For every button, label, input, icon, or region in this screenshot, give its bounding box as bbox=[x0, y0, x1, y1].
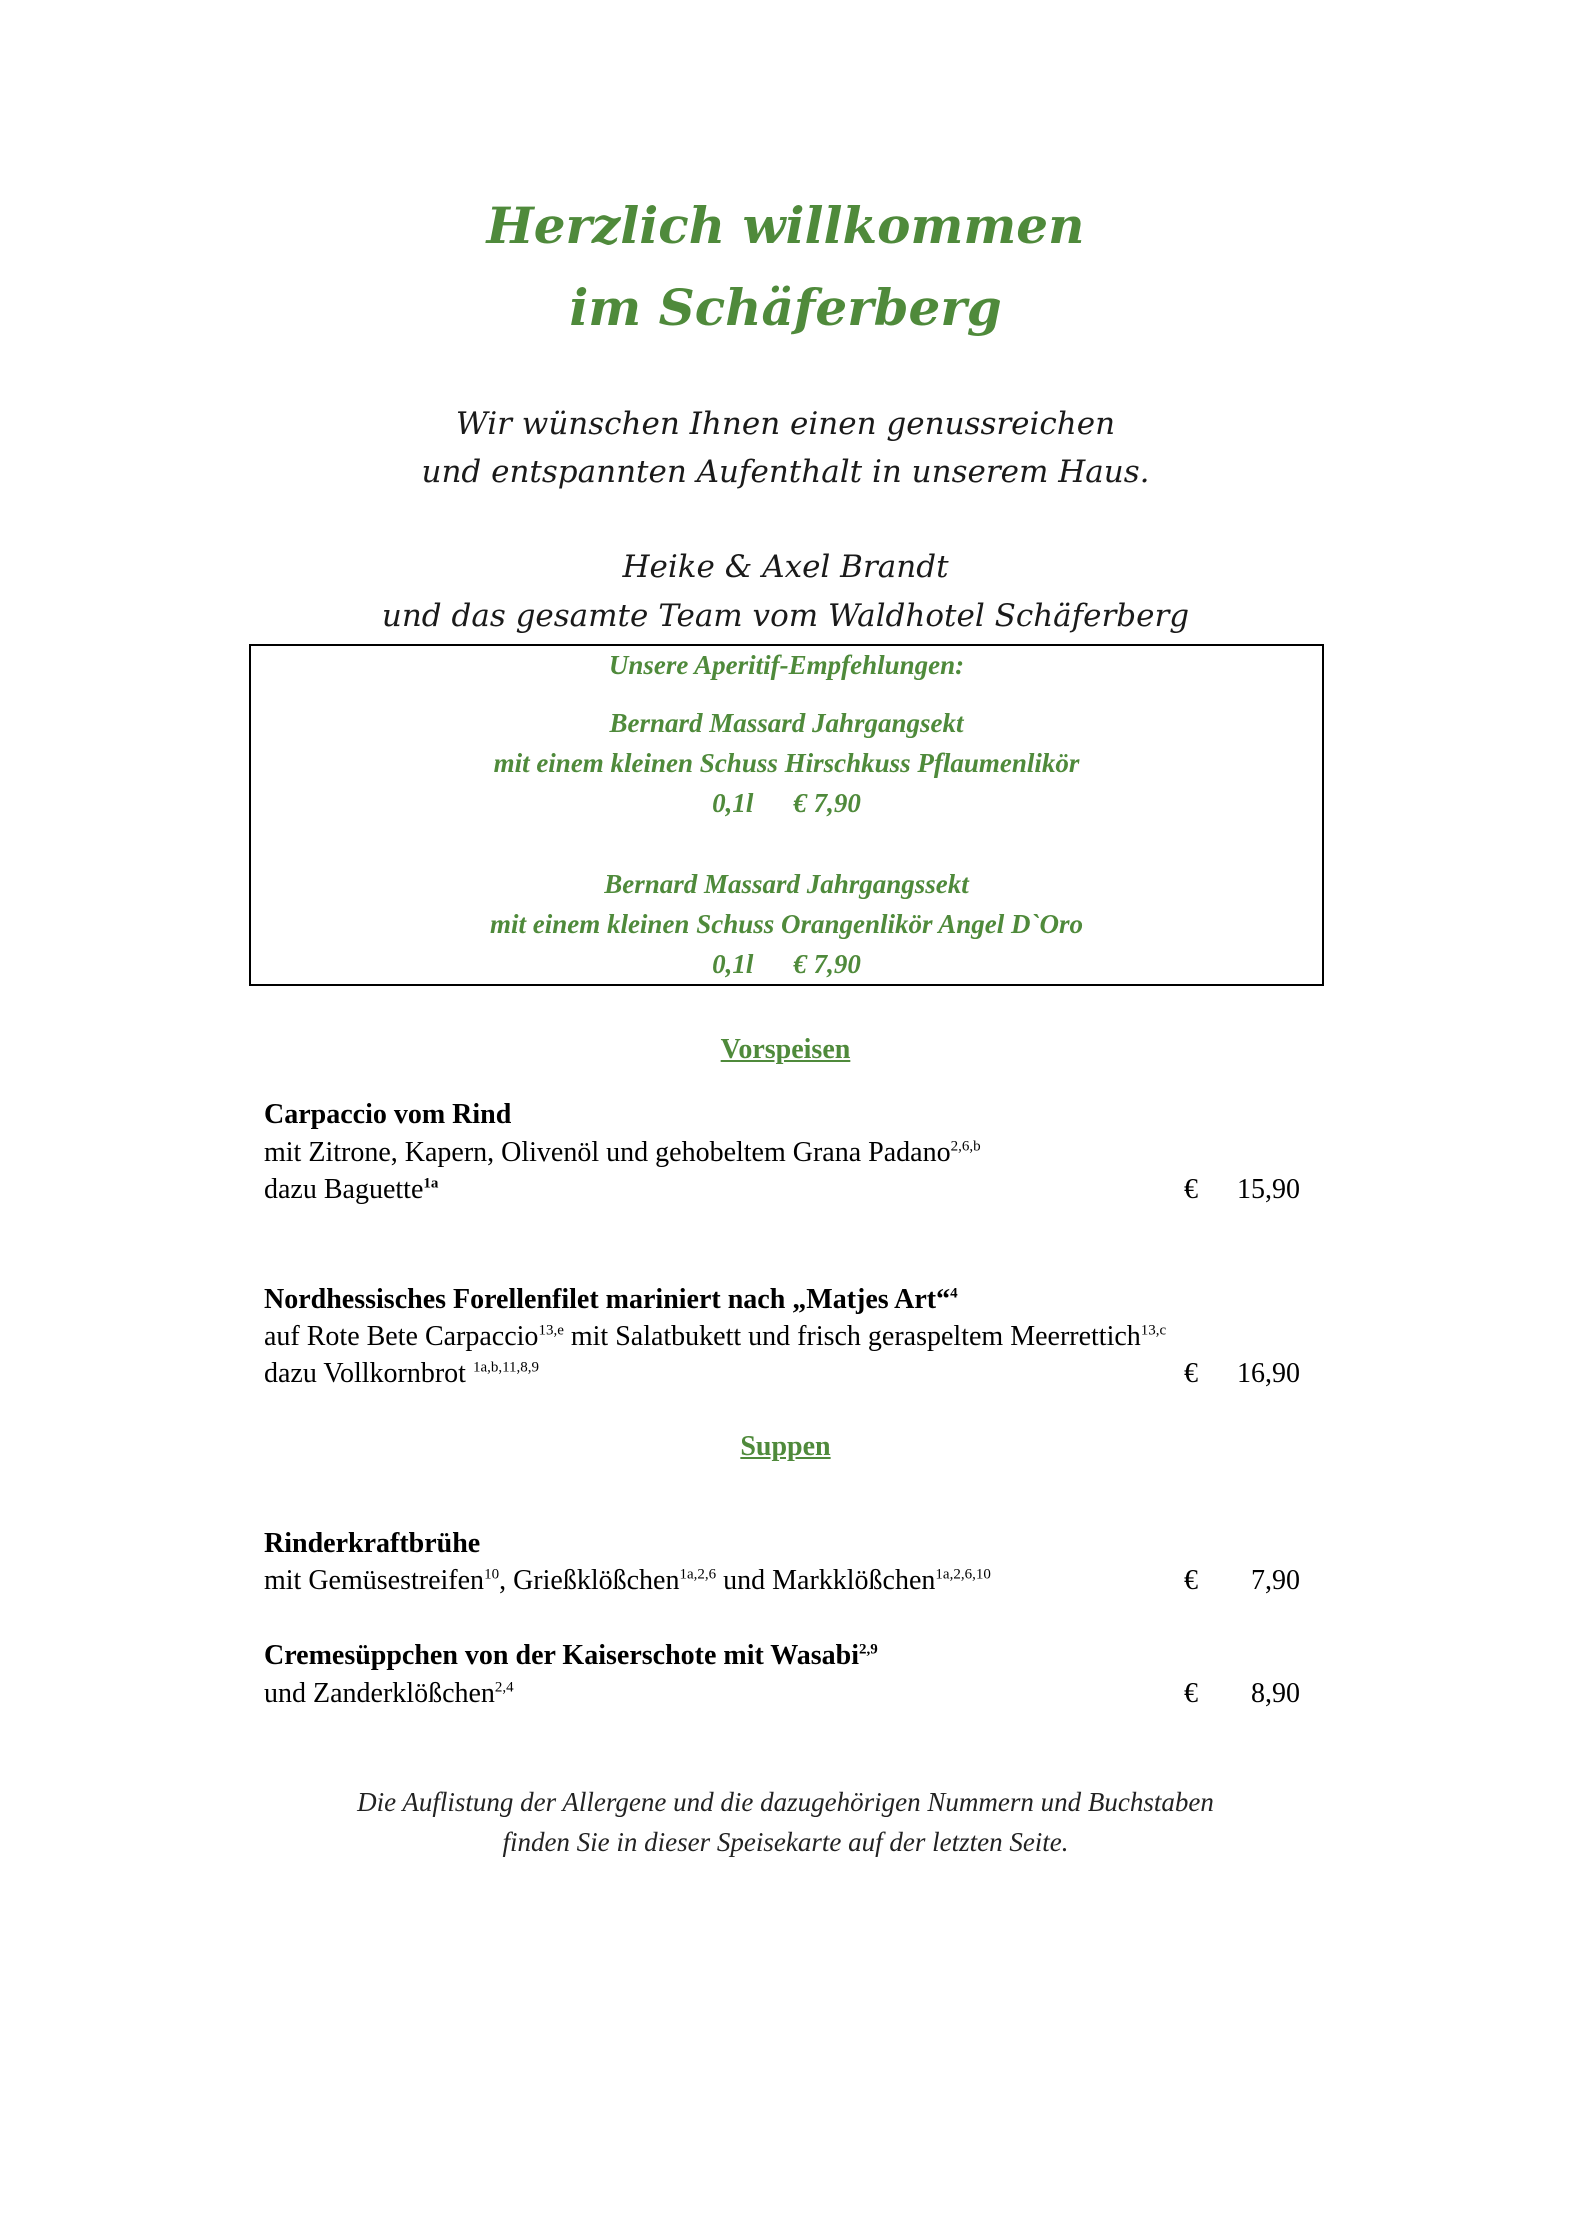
aperitif-2-desc: mit einem kleinen Schuss Orangenlikör Angel D`Oro bbox=[489, 909, 1084, 939]
dish-cremesuppe-line1: und Zanderklößchen$^{2,4}$ bbox=[264, 1678, 514, 1709]
dish-carpaccio-line2: dazu Baguette$^{1a}$ bbox=[264, 1174, 439, 1205]
aperitif-1-volume: 0,1l bbox=[712, 788, 754, 818]
section-title-starters: Vorspeisen bbox=[720, 1034, 851, 1065]
hosts-line2: und das gesamte Team vom Waldhotel Schäferberg bbox=[381, 598, 1190, 634]
dish-forelle-title: Nordhessisches Forellenfilet mariniert nach „Matjes Art“$^4$ bbox=[264, 1284, 958, 1315]
greeting-line1: Wir wünschen Ihnen einen genussreichen bbox=[455, 406, 1116, 442]
aperitif-1-price: € 7,90 bbox=[793, 788, 861, 818]
greeting-line2: und entspannten Aufenthalt in unserem Haus. bbox=[421, 454, 1150, 490]
dish-cremesuppe-title: Cremesüppchen von der Kaiserschote mit Wasabi$^{2,9}$ bbox=[264, 1640, 878, 1671]
page-title-line2: im Schäferberg bbox=[569, 278, 1002, 337]
aperitif-1-desc: mit einem kleinen Schuss Hirschkuss Pflaumenlikör bbox=[493, 748, 1080, 778]
dish-carpaccio-title: Carpaccio vom Rind bbox=[264, 1099, 512, 1130]
dish-forelle-line2: dazu Vollkornbrot $^{1a,b,11,8,9}$ bbox=[264, 1358, 540, 1389]
aperitif-2-volume: 0,1l bbox=[712, 949, 754, 979]
aperitif-2-price-row bbox=[249, 944, 1324, 984]
dish-carpaccio-line1: mit Zitrone, Kapern, Olivenöl und gehobeltem Grana Padano$^{2,6,b}$ bbox=[264, 1137, 981, 1168]
aperitif-heading: Unsere Aperitif-Empfehlungen: bbox=[608, 650, 965, 680]
dish-bruehe-line1: mit Gemüsestreifen$^{10}$, Grießklößchen$^{1a,2,6}$ und Markklößchen$^{1a,2,6,10}$ bbox=[264, 1565, 991, 1596]
dish-bruehe-title: Rinderkraftbrühe bbox=[264, 1528, 481, 1559]
aperitif-2-price: € 7,90 bbox=[793, 949, 861, 979]
page-title-line1: Herzlich willkommen bbox=[486, 196, 1085, 255]
aperitif-1-name: Bernard Massard Jahrgangsekt bbox=[609, 708, 964, 738]
dish-forelle-price: € 16,90 bbox=[1184, 1358, 1300, 1389]
aperitif-1-price-row bbox=[249, 783, 1324, 823]
allergen-note-line1: Die Auflistung der Allergene und die dazugehörigen Nummern und Buchstaben bbox=[357, 1787, 1214, 1817]
hosts-line1: Heike & Axel Brandt bbox=[622, 549, 949, 585]
dish-bruehe-price: € 7,90 bbox=[1184, 1565, 1300, 1596]
allergen-note-line2: finden Sie in dieser Speisekarte auf der letzten Seite. bbox=[502, 1827, 1069, 1857]
dish-cremesuppe-price: € 8,90 bbox=[1184, 1678, 1300, 1709]
section-title-soups: Suppen bbox=[740, 1431, 831, 1462]
dish-forelle-line1: auf Rote Bete Carpaccio$^{13,e}$ mit Salatbukett und frisch geraspeltem Meerrettich$^{13,c}$ bbox=[264, 1321, 1167, 1352]
dish-carpaccio-price: € 15,90 bbox=[1184, 1174, 1300, 1205]
aperitif-2-name: Bernard Massard Jahrgangssekt bbox=[604, 869, 969, 899]
